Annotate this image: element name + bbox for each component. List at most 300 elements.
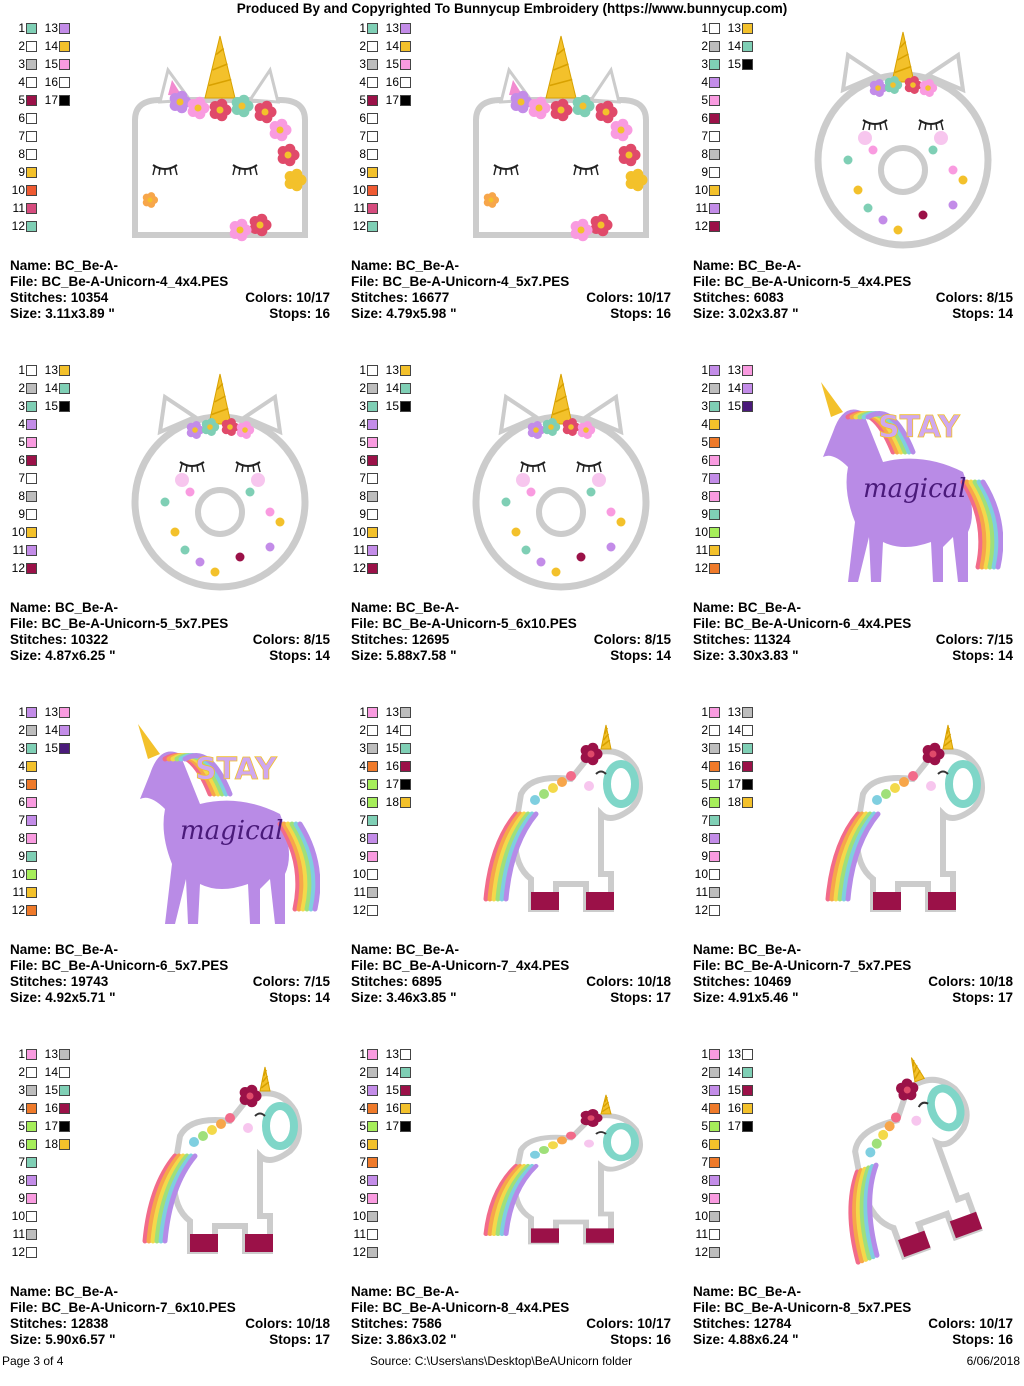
swatch-row — [351, 74, 431, 92]
color-swatch — [709, 563, 720, 574]
swatch-number: 5 — [701, 435, 708, 449]
swatch-number: 13 — [385, 21, 399, 35]
swatch-row — [10, 218, 90, 236]
swatch-row — [693, 74, 773, 92]
swatch-row — [351, 902, 431, 920]
swatch-number: 5 — [701, 93, 708, 107]
swatch-number: 14 — [44, 381, 58, 395]
color-swatch — [400, 41, 411, 52]
swatch-number: 11 — [12, 885, 25, 899]
design-stitches: Stitches: 10354 Colors: 10/17 — [10, 290, 330, 305]
swatch-number: 6 — [359, 1137, 366, 1151]
color-swatch — [742, 707, 753, 718]
color-swatch — [400, 59, 411, 70]
swatch-number: 3 — [18, 1083, 25, 1097]
swatch-row — [693, 1046, 773, 1064]
swatch-row — [10, 1100, 90, 1118]
swatch-number: 13 — [385, 705, 399, 719]
design-preview — [803, 30, 1003, 255]
design-stops: Stops: 14 — [952, 306, 1013, 321]
design-stitches: Stitches: 11324 Colors: 7/15 — [693, 632, 1013, 647]
swatch-row — [10, 1082, 90, 1100]
swatch-number: 2 — [701, 723, 708, 737]
swatch-row — [693, 56, 773, 74]
swatch-number: 16 — [385, 1101, 399, 1115]
color-swatch — [26, 491, 37, 502]
color-swatch — [367, 851, 378, 862]
swatch-number: 10 — [11, 525, 25, 539]
swatch-row — [693, 128, 773, 146]
swatch-row — [10, 92, 90, 110]
swatch-number: 1 — [359, 21, 366, 35]
color-swatch — [709, 887, 720, 898]
color-swatch — [26, 185, 37, 196]
design-colors: Colors: 7/15 — [252, 974, 330, 989]
color-swatch — [709, 833, 720, 844]
swatch-number: 14 — [727, 381, 741, 395]
swatch-number: 13 — [385, 1047, 399, 1061]
color-swatch — [26, 887, 37, 898]
swatch-number: 6 — [701, 453, 708, 467]
swatch-number: 15 — [727, 1083, 741, 1097]
color-swatch — [26, 167, 37, 178]
swatch-number: 12 — [11, 219, 25, 233]
swatch-number: 7 — [359, 1155, 366, 1169]
design-colors: Colors: 7/15 — [935, 632, 1013, 647]
swatch-number: 10 — [352, 183, 366, 197]
swatch-number: 17 — [44, 1119, 58, 1133]
design-file: File: BC_Be-A-Unicorn-5_6x10.PES — [351, 616, 577, 631]
swatch-number: 13 — [44, 21, 58, 35]
swatch-row — [351, 1226, 431, 1244]
swatch-number: 12 — [352, 561, 366, 575]
color-swatch — [26, 545, 37, 556]
swatch-number: 2 — [359, 381, 366, 395]
swatch-number: 10 — [694, 867, 708, 881]
color-swatch — [400, 1049, 411, 1060]
page-header: Produced By and Copyrighted To Bunnycup Embroidery (https://www.bunnycup.com) — [236, 1, 788, 16]
swatch-number: 2 — [701, 39, 708, 53]
swatch-row — [693, 776, 773, 794]
source-path: Source: C:\Users\ans\Desktop\BeAUnicorn folder — [370, 1354, 633, 1368]
swatch-row — [693, 794, 773, 812]
design-name: Name: BC_Be-A- — [351, 600, 460, 615]
swatch-number: 9 — [701, 165, 708, 179]
swatch-number: 6 — [18, 453, 25, 467]
design-preview — [803, 714, 1003, 939]
design-colors: Colors: 10/18 — [245, 1316, 330, 1331]
design-file: File: BC_Be-A-Unicorn-4_5x7.PES — [351, 274, 570, 289]
swatch-row — [351, 758, 431, 776]
swatch-number: 4 — [701, 759, 708, 773]
color-swatch — [367, 1211, 378, 1222]
swatch-row — [351, 488, 431, 506]
swatch-number: 4 — [18, 75, 25, 89]
swatch-number: 7 — [18, 471, 25, 485]
swatch-number: 4 — [18, 1101, 25, 1115]
design-info — [693, 600, 1013, 664]
design-file: File: BC_Be-A-Unicorn-5_4x4.PES — [693, 274, 912, 289]
color-swatch — [59, 365, 70, 376]
swatch-number: 2 — [18, 723, 25, 737]
swatch-number: 8 — [18, 1173, 25, 1187]
swatch-number: 9 — [18, 165, 25, 179]
swatch-row — [351, 164, 431, 182]
swatch-number: 5 — [701, 1119, 708, 1133]
design-preview — [120, 714, 320, 939]
swatch-number: 3 — [18, 399, 25, 413]
swatch-number: 5 — [359, 93, 366, 107]
swatch-row — [351, 56, 431, 74]
color-swatch — [400, 1121, 411, 1132]
design-stitches: Stitches: 10322 Colors: 8/15 — [10, 632, 330, 647]
swatch-number: 7 — [701, 471, 708, 485]
page-number: Page 3 of 4 — [2, 1354, 64, 1368]
color-swatch — [367, 527, 378, 538]
design-name: Name: BC_Be-A- — [693, 258, 802, 273]
color-swatch — [26, 797, 37, 808]
design-preview — [803, 1056, 1003, 1281]
swatch-number: 16 — [44, 1101, 58, 1115]
color-swatch — [742, 365, 753, 376]
swatch-number: 11 — [353, 885, 366, 899]
design-size: Size: 3.46x3.85 " Stops: 17 — [351, 990, 671, 1005]
swatch-number: 8 — [18, 147, 25, 161]
swatch-row — [10, 794, 90, 812]
color-swatch — [709, 167, 720, 178]
running-unicorn-artwork — [461, 1056, 661, 1276]
swatch-row — [351, 110, 431, 128]
swatch-row — [693, 146, 773, 164]
swatch-row — [351, 1190, 431, 1208]
color-swatch — [59, 1121, 70, 1132]
stay-unicorn-artwork — [803, 372, 1003, 592]
swatch-number: 12 — [11, 561, 25, 575]
color-swatch — [367, 833, 378, 844]
swatch-number: 14 — [727, 1065, 741, 1079]
swatch-number: 7 — [18, 813, 25, 827]
design-size: Size: 4.87x6.25 " Stops: 14 — [10, 648, 330, 663]
color-swatch — [400, 401, 411, 412]
swatch-number: 13 — [727, 21, 741, 35]
design-info — [693, 1284, 1013, 1348]
swatch-row — [10, 200, 90, 218]
swatch-number: 10 — [11, 183, 25, 197]
swatch-row — [10, 506, 90, 524]
swatch-number: 15 — [44, 741, 58, 755]
swatch-number: 18 — [385, 795, 399, 809]
swatch-row — [10, 56, 90, 74]
swatch-number: 12 — [352, 219, 366, 233]
swatch-row — [351, 1136, 431, 1154]
swatch-number: 3 — [359, 399, 366, 413]
swatch-number: 7 — [18, 1155, 25, 1169]
color-swatch — [709, 149, 720, 160]
swatch-row — [10, 1172, 90, 1190]
color-swatch — [26, 1229, 37, 1240]
swatch-row — [351, 200, 431, 218]
design-info — [10, 600, 330, 664]
color-swatch — [367, 203, 378, 214]
color-swatch — [367, 185, 378, 196]
color-swatch — [709, 419, 720, 430]
swatch-number: 6 — [18, 111, 25, 125]
color-swatch — [59, 1103, 70, 1114]
design-stitches: Stitches: 6083 Colors: 8/15 — [693, 290, 1013, 305]
swatch-row — [10, 488, 90, 506]
design-size: Size: 3.86x3.02 " Stops: 16 — [351, 1332, 671, 1347]
swatch-row — [693, 20, 773, 38]
swatch-number: 13 — [727, 705, 741, 719]
color-swatch — [709, 95, 720, 106]
swatch-number: 3 — [359, 57, 366, 71]
design-stops: Stops: 16 — [610, 306, 671, 321]
color-swatch — [709, 1211, 720, 1222]
swatch-row — [351, 380, 431, 398]
swatch-number: 12 — [694, 903, 708, 917]
color-swatch — [367, 545, 378, 556]
color-swatch — [742, 1103, 753, 1114]
color-swatch — [709, 851, 720, 862]
swatch-number: 9 — [701, 1191, 708, 1205]
swatch-row — [693, 902, 773, 920]
color-swatch — [742, 797, 753, 808]
color-swatch — [26, 563, 37, 574]
swatch-row — [693, 200, 773, 218]
design-file: File: BC_Be-A-Unicorn-7_4x4.PES — [351, 958, 570, 973]
swatch-number: 10 — [352, 1209, 366, 1223]
color-swatch — [709, 815, 720, 826]
swatch-row — [10, 38, 90, 56]
swatch-number: 2 — [359, 723, 366, 737]
standing-unicorn-artwork — [461, 714, 661, 934]
swatch-number: 14 — [44, 723, 58, 737]
swatch-row — [693, 380, 773, 398]
swatch-row — [693, 740, 773, 758]
swatch-row — [351, 1046, 431, 1064]
design-stitches: Stitches: 12784 Colors: 10/17 — [693, 1316, 1013, 1331]
color-swatch — [400, 77, 411, 88]
swatch-number: 13 — [44, 705, 58, 719]
swatch-row — [10, 1244, 90, 1262]
swatch-row — [693, 704, 773, 722]
cake-unicorn-artwork — [120, 30, 320, 250]
cake-unicorn-artwork — [461, 30, 661, 250]
swatch-row — [693, 884, 773, 902]
swatch-row — [351, 1064, 431, 1082]
swatch-number: 11 — [353, 201, 366, 215]
design-file: File: BC_Be-A-Unicorn-8_5x7.PES — [693, 1300, 912, 1315]
color-swatch — [367, 149, 378, 160]
color-swatch — [59, 707, 70, 718]
swatch-row — [351, 38, 431, 56]
swatch-number: 15 — [727, 57, 741, 71]
design-name: Name: BC_Be-A- — [351, 1284, 460, 1299]
swatch-row — [10, 884, 90, 902]
color-swatch — [367, 563, 378, 574]
swatch-number: 3 — [359, 1083, 366, 1097]
swatch-number: 5 — [18, 777, 25, 791]
swatch-number: 10 — [352, 525, 366, 539]
swatch-number: 1 — [18, 705, 25, 719]
swatch-number: 2 — [18, 381, 25, 395]
swatch-number: 14 — [385, 381, 399, 395]
swatch-number: 13 — [44, 363, 58, 377]
swatch-number: 15 — [727, 741, 741, 755]
swatch-row — [10, 704, 90, 722]
design-size: Size: 3.11x3.89 " Stops: 16 — [10, 306, 330, 321]
swatch-row — [693, 470, 773, 488]
swatch-number: 2 — [701, 381, 708, 395]
color-swatch — [26, 113, 37, 124]
swatch-row — [351, 542, 431, 560]
swatch-number: 15 — [44, 399, 58, 413]
design-card — [693, 362, 1024, 702]
swatch-number: 1 — [18, 363, 25, 377]
swatch-row — [351, 452, 431, 470]
color-swatch — [400, 725, 411, 736]
design-file: File: BC_Be-A-Unicorn-6_4x4.PES — [693, 616, 912, 631]
swatch-row — [351, 884, 431, 902]
swatch-row — [10, 74, 90, 92]
swatch-row — [10, 182, 90, 200]
color-swatch — [26, 905, 37, 916]
design-stops: Stops: 14 — [269, 648, 330, 663]
swatch-row — [351, 740, 431, 758]
design-info — [10, 258, 330, 322]
color-swatch — [59, 95, 70, 106]
color-swatch — [400, 1085, 411, 1096]
swatch-row — [10, 812, 90, 830]
swatch-row — [351, 1172, 431, 1190]
swatch-number: 12 — [352, 1245, 366, 1259]
color-swatch — [709, 203, 720, 214]
design-card — [10, 20, 350, 360]
design-colors: Colors: 10/17 — [245, 290, 330, 305]
swatch-number: 16 — [727, 1101, 741, 1115]
swatch-row — [10, 164, 90, 182]
color-swatch — [709, 185, 720, 196]
design-file: File: BC_Be-A-Unicorn-5_5x7.PES — [10, 616, 229, 631]
swatch-row — [10, 1064, 90, 1082]
design-colors: Colors: 10/17 — [586, 290, 671, 305]
color-swatch — [709, 113, 720, 124]
swatch-number: 17 — [385, 1119, 399, 1133]
swatch-number: 1 — [701, 21, 708, 35]
design-preview — [120, 30, 320, 255]
color-swatch — [26, 149, 37, 160]
swatch-number: 13 — [44, 1047, 58, 1061]
color-swatch — [709, 455, 720, 466]
color-swatch — [26, 833, 37, 844]
swatch-number: 6 — [359, 111, 366, 125]
color-swatch — [59, 41, 70, 52]
design-colors: Colors: 10/18 — [928, 974, 1013, 989]
design-info — [693, 942, 1013, 1006]
swatch-number: 9 — [359, 1191, 366, 1205]
swatch-row — [693, 1244, 773, 1262]
swatch-row — [693, 398, 773, 416]
swatch-row — [693, 722, 773, 740]
color-swatch — [367, 1229, 378, 1240]
swatch-row — [10, 1208, 90, 1226]
color-swatch — [26, 455, 37, 466]
design-card — [693, 704, 1024, 1044]
swatch-row — [351, 146, 431, 164]
color-swatch — [367, 167, 378, 178]
design-colors: Colors: 8/15 — [593, 632, 671, 647]
swatch-number: 3 — [701, 399, 708, 413]
color-swatch — [59, 401, 70, 412]
color-swatch — [400, 743, 411, 754]
swatch-number: 14 — [385, 723, 399, 737]
color-swatch — [400, 1067, 411, 1078]
color-swatch — [367, 509, 378, 520]
swatch-row — [10, 1136, 90, 1154]
swatch-number: 16 — [385, 759, 399, 773]
swatch-row — [10, 362, 90, 380]
design-colors: Colors: 8/15 — [252, 632, 330, 647]
swatch-row — [693, 362, 773, 380]
design-stitches: Stitches: 12838 Colors: 10/18 — [10, 1316, 330, 1331]
swatch-number: 4 — [359, 1101, 366, 1115]
swatch-number: 11 — [353, 543, 366, 557]
swatch-number: 6 — [701, 111, 708, 125]
color-swatch — [709, 131, 720, 142]
swatch-number: 18 — [727, 795, 741, 809]
swatch-number: 1 — [18, 1047, 25, 1061]
swatch-row — [351, 848, 431, 866]
swatch-number: 16 — [727, 759, 741, 773]
color-swatch — [400, 365, 411, 376]
swatch-row — [693, 542, 773, 560]
swatch-number: 3 — [359, 741, 366, 755]
design-file: File: BC_Be-A-Unicorn-4_4x4.PES — [10, 274, 229, 289]
color-swatch — [26, 1175, 37, 1186]
swatch-row — [693, 758, 773, 776]
swatch-row — [10, 110, 90, 128]
swatch-number: 8 — [359, 1173, 366, 1187]
swatch-number: 10 — [11, 867, 25, 881]
color-swatch — [400, 23, 411, 34]
swatch-row — [693, 452, 773, 470]
swatch-row — [351, 1154, 431, 1172]
design-colors: Colors: 10/18 — [586, 974, 671, 989]
swatch-number: 15 — [385, 399, 399, 413]
swatch-number: 11 — [12, 543, 25, 557]
swatch-row — [693, 182, 773, 200]
color-swatch — [26, 419, 37, 430]
design-preview — [120, 1056, 320, 1281]
swatch-row — [351, 416, 431, 434]
swatch-number: 9 — [359, 849, 366, 863]
design-name: Name: BC_Be-A- — [693, 942, 802, 957]
swatch-row — [10, 434, 90, 452]
color-swatch — [400, 1103, 411, 1114]
color-swatch — [26, 1247, 37, 1258]
swatch-number: 12 — [694, 219, 708, 233]
swatch-number: 4 — [359, 759, 366, 773]
swatch-row — [351, 362, 431, 380]
swatch-row — [693, 434, 773, 452]
swatch-number: 9 — [359, 507, 366, 521]
swatch-row — [693, 38, 773, 56]
swatch-number: 2 — [359, 39, 366, 53]
swatch-number: 8 — [18, 489, 25, 503]
design-stops: Stops: 17 — [269, 1332, 330, 1347]
swatch-number: 17 — [385, 777, 399, 791]
design-colors: Colors: 10/17 — [928, 1316, 1013, 1331]
